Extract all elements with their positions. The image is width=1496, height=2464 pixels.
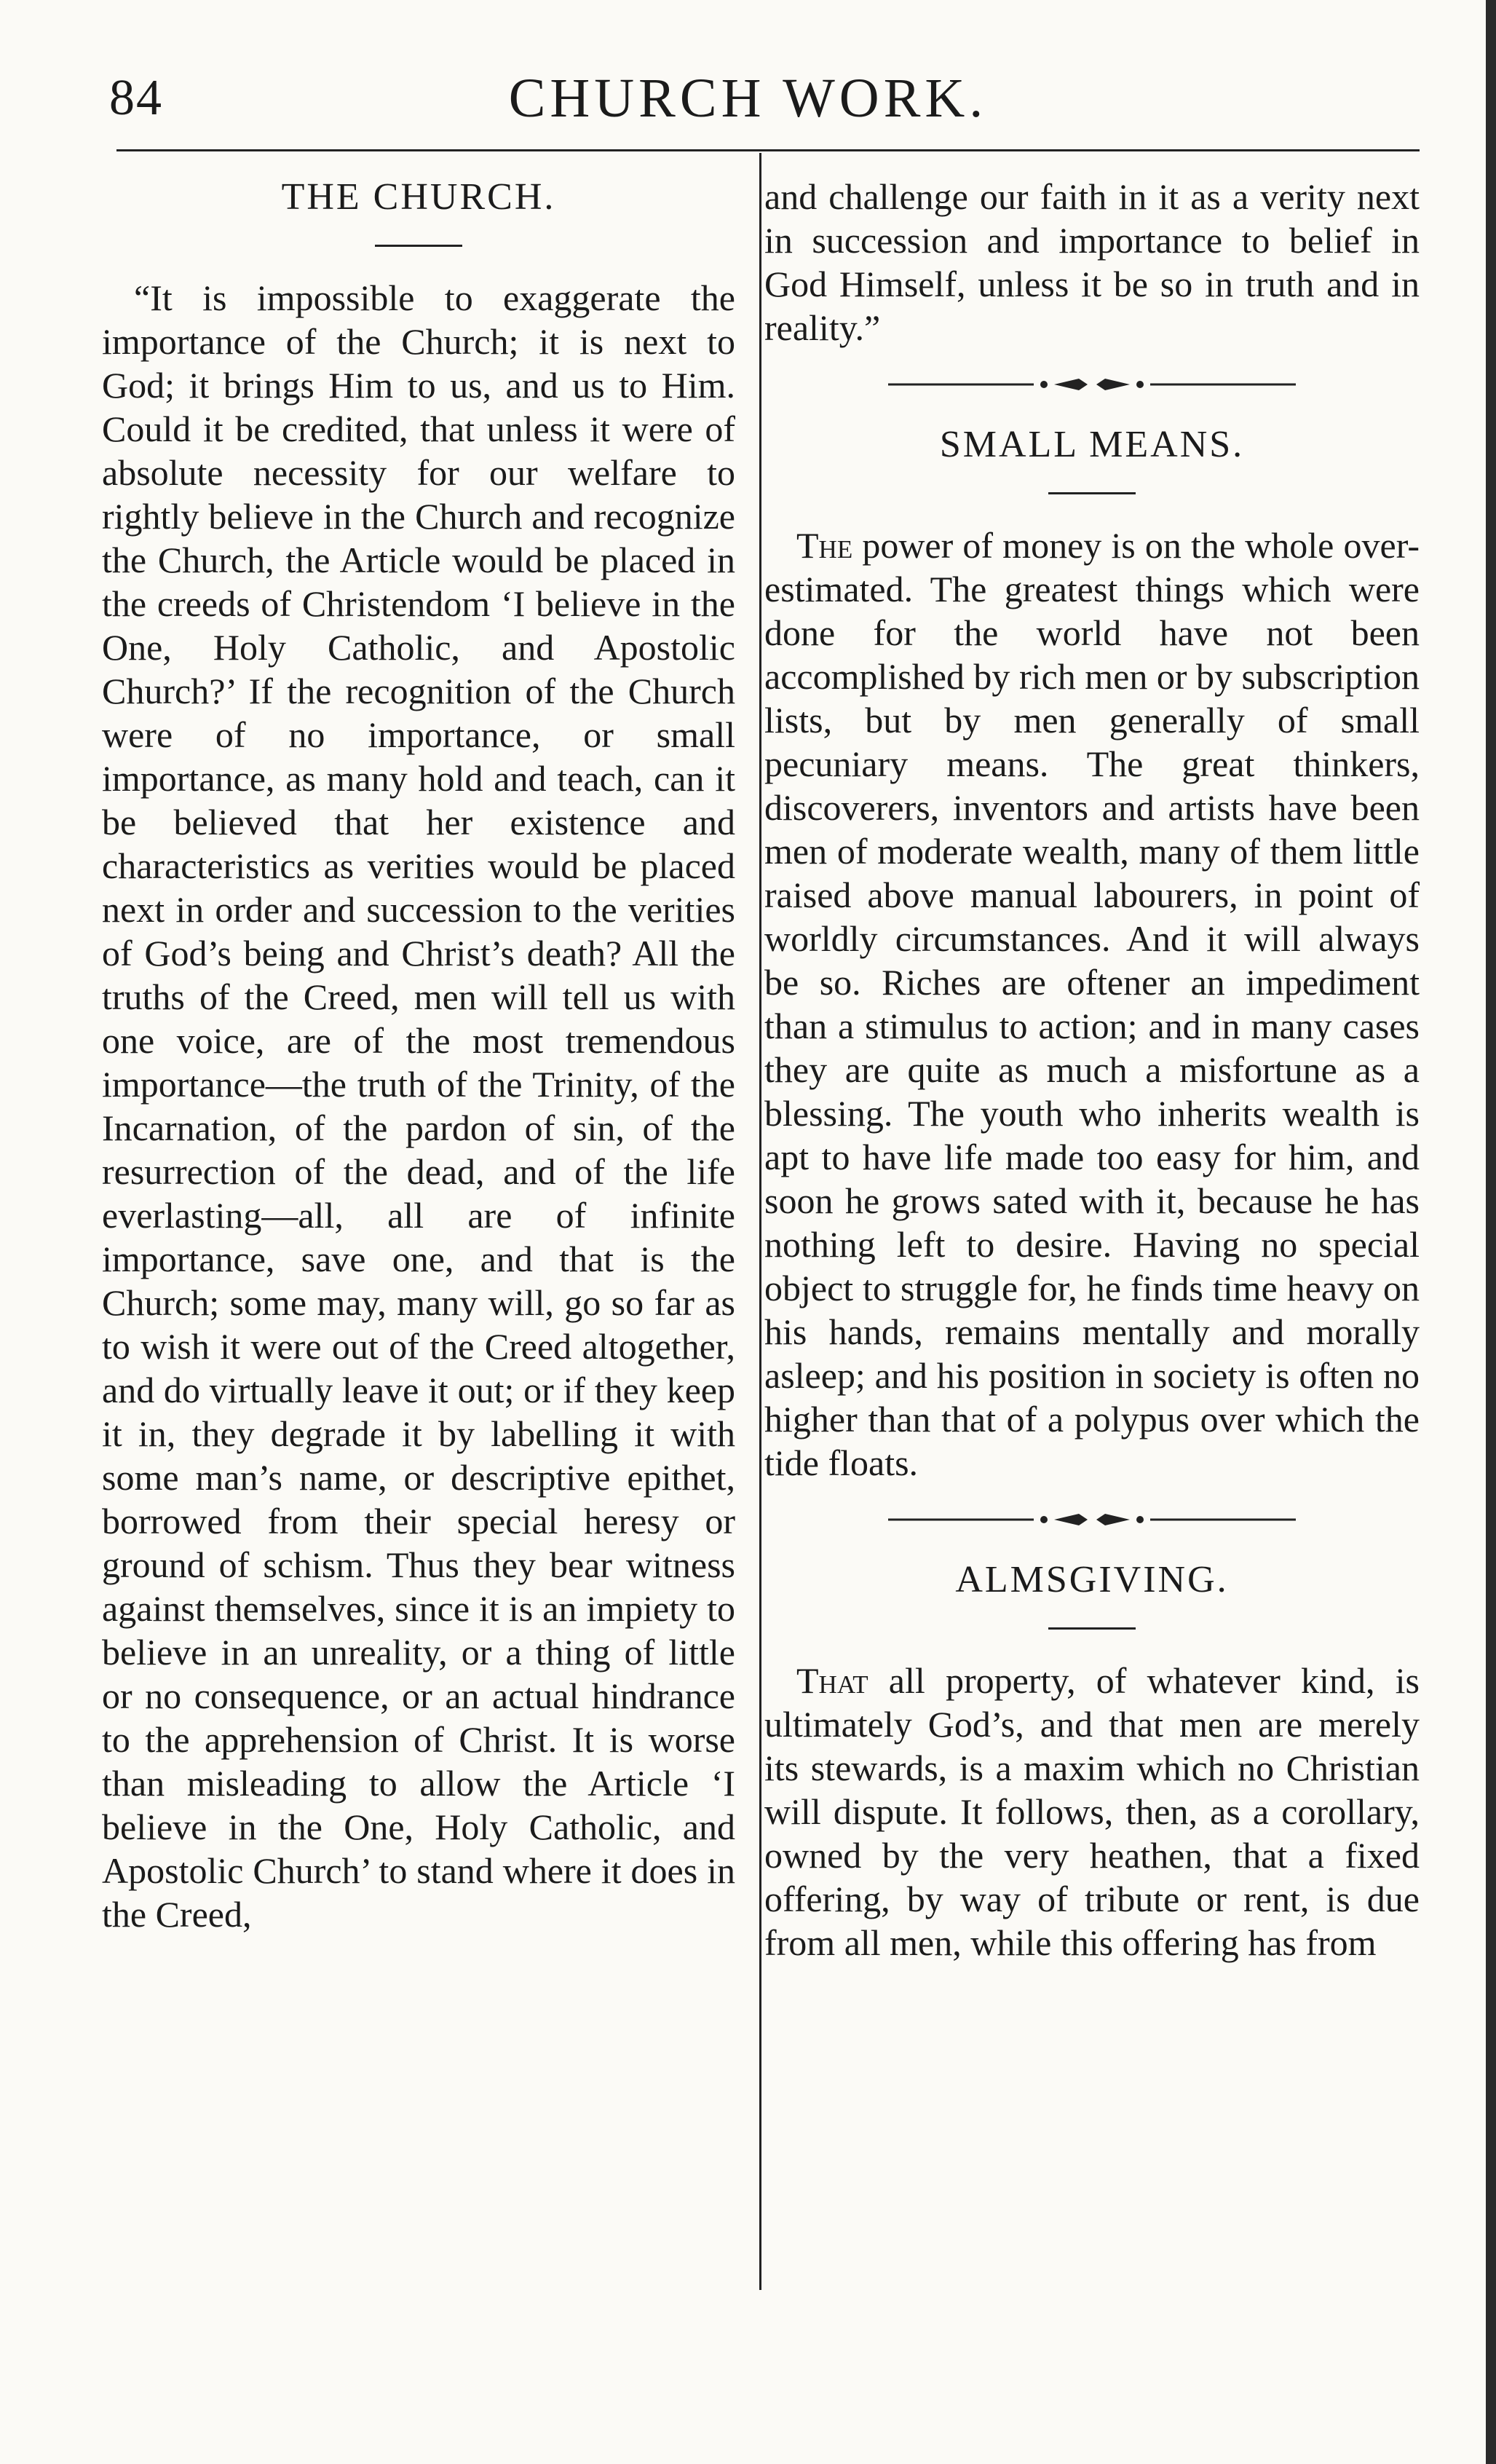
almsgiving-paragraph xyxy=(764,1659,1420,1965)
heading-rule xyxy=(1048,492,1136,494)
heading-rule xyxy=(375,245,462,247)
header-rule xyxy=(116,149,1420,151)
page-number: 84 xyxy=(109,70,163,126)
running-title: CHURCH WORK. xyxy=(508,68,988,129)
the-church-paragraph: “It is impossible to exaggerate the importance of the Church; it is next to God; it brings Him to us, and us to Him. Could it be credited, that unless it were of absolute necessity for our welfare to rightly believe in the Church and recognize the Church, the Article would be placed in the creeds of Christendom ‘I believe in the One, Holy Catholic, and Apostolic Church?’ If the recognition of the Church were of no importance, or small importance, as many hold and teach, can it be believed that her existence and characteristics as verities would be placed next in order and succession to the verities of God’s being and Christ’s death? All the truths of the Creed, men will tell us with one voice, are of the most tremendous importance—the truth of the Trinity, of the Incarnation, of the pardon of sin, of the resurrection of the dead, and of the life everlasting—all, all are of infinite importance, save one, and that is the Church; some may, many will, go so far as to wish it were out of the Creed altogether, and do virtually leave it out; or if they keep it in, they degrade it by labelling it with some man’s name, or descriptive epithet, borrowed from their special heresy or ground of schism. Thus they bear witness against themselves, since it is an impiety to believe in an unreality, or a thing of little or no consequence, or an actual hindrance to the apprehension of Christ. It is worse than misleading to allow the Article ‘I believe in the One, Holy Catholic, and Apostolic Church’ to stand where it does in the Creed, xyxy=(102,277,735,1935)
ornament-divider xyxy=(888,1511,1296,1528)
right-column xyxy=(764,175,1420,1965)
ornament-divider xyxy=(888,376,1296,393)
almsgiving-text: all property, of whatever kind, is ultimately God’s, and that men are merely its stewards, is a maxim which no Christian will dispute. It follows, then, as a corollary, owned by the very heathen, that a fixed offering, by way of tribute or rent, is due from all men, while this offering has from xyxy=(764,1660,1420,1963)
almsgiving-lead: That xyxy=(796,1660,868,1701)
page-edge-shadow xyxy=(1486,0,1496,2464)
heading-rule xyxy=(1048,1627,1136,1630)
section-heading-small-means: SMALL MEANS. xyxy=(939,424,1245,465)
left-column xyxy=(102,175,735,1936)
small-means-paragraph xyxy=(764,524,1420,1485)
section-heading-almsgiving: ALMSGIVING. xyxy=(955,1559,1229,1600)
small-means-text: power of money is on the whole over-estimated. The greatest things which were done for the world have not been accomplished by rich men or by subscription lists, but by men generally of small pecuniary means. The great thinkers, discoverers, inventors and artists have been men of moderate wealth, many of them little raised above manual labourers, in point of worldly circumstances. And it will always be so. Riches are oftener an impediment than a stimulus to action; and in many cases they are quite as much a misfortune as a blessing. The youth who inherits wealth is apt to have life made too easy for him, and soon he grows sated with it, because he has nothing left to desire. Having no special object to struggle for, he finds time heavy on his hands, remains mentally and morally asleep; and his position in society is often no higher than that of a polypus over which the tide floats. xyxy=(764,525,1420,1483)
section-heading-the-church: THE CHURCH. xyxy=(281,176,556,218)
continuation-paragraph: and challenge our faith in it as a verity next in succession and importance to belief in God Himself, unless it be so in truth and in reality.” xyxy=(764,176,1420,348)
column-divider xyxy=(759,153,761,2290)
small-means-lead: The xyxy=(796,525,853,566)
